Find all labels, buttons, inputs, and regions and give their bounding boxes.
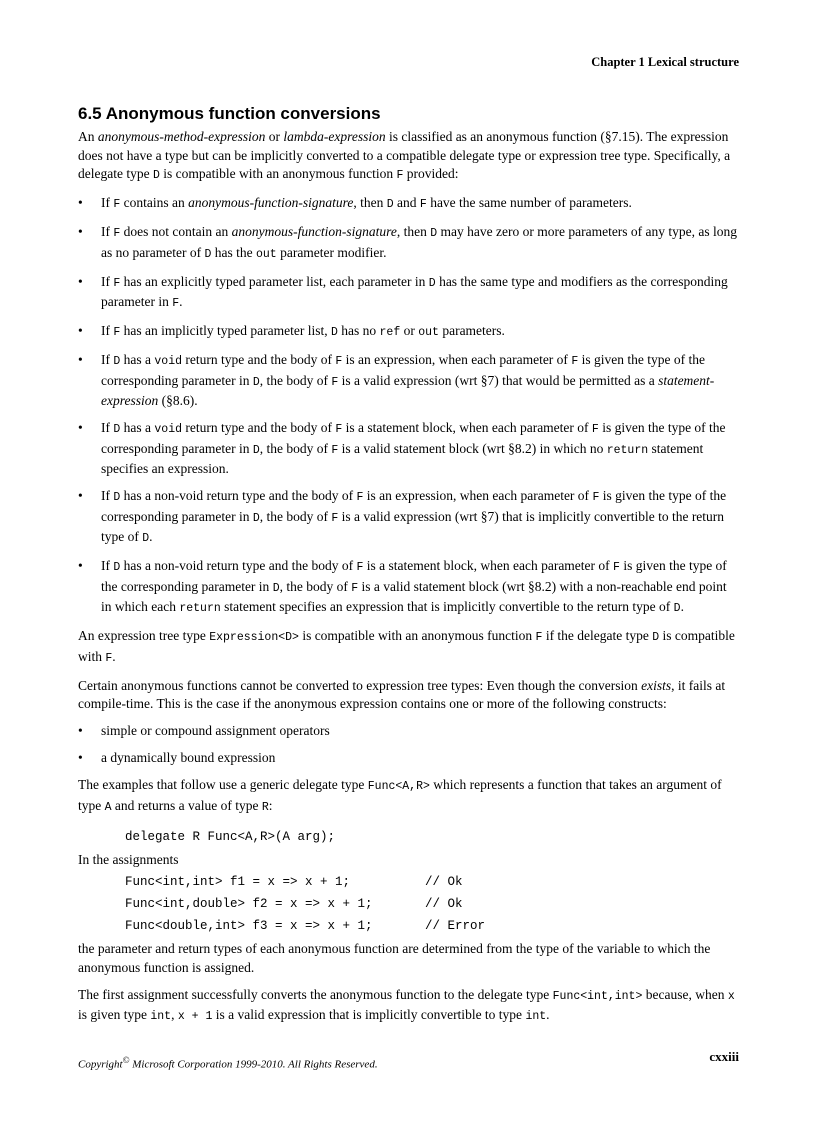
page-content xyxy=(78,103,740,1035)
intro-paragraph: An anonymous-method-expression or lambda-expression is classified as an anonymous function (§7.15). The expression does not have a type but can be implicitly converted to a compatible delegate type or expression tree type. Specifically, a delegate type D is compatible with an anonymous function F provided: xyxy=(78,129,731,182)
code-line: Func<double,int> f3 = x => x + 1; // Error xyxy=(125,919,486,933)
list-item: • If F does not contain an anonymous-function-signature, then D may have zero or more parameters of any type, as long as no parameter of D has the out parameter modifier. xyxy=(78,223,740,264)
running-header: Chapter 1 Lexical structure xyxy=(591,55,739,69)
list-item: • simple or compound assignment operators xyxy=(78,722,740,741)
compatibility-conditions xyxy=(78,194,740,619)
list-item: • If D has a non-void return type and the body of F is a statement block, when each parameter of F is given the type of the corresponding parameter in D, the body of F is a valid statement block (wrt §8.2) with a non-reachable end point in which each return statement specifies an expression that is implicitly convertible to the return type of D. xyxy=(78,557,740,619)
list-item: • If F has an implicitly typed parameter list, D has no ref or out parameters. xyxy=(78,322,740,343)
code-line: Func<int,double> f2 = x => x + 1; // Ok xyxy=(125,897,463,911)
copyright-symbol: © xyxy=(122,1055,130,1065)
code-line: Func<int,int> f1 = x => x + 1; // Ok xyxy=(125,875,463,889)
expression-tree-paragraph: An expression tree type Expression<D> is compatible with an anonymous function F if the delegate type D is compatible with F. xyxy=(78,628,735,665)
code-delegate: delegate R Func<A,R>(A arg); xyxy=(125,829,336,844)
list-item: • a dynamically bound expression xyxy=(78,749,740,768)
page-number: cxxiii xyxy=(709,1049,739,1064)
conversion-restrictions-paragraph: Certain anonymous functions cannot be converted to expression tree types: Even though the conversion exists, it fails at compile-time. This is the case if the anonymous expression contains one or more of the following constructs: xyxy=(78,677,726,711)
list-item: • If F contains an anonymous-function-signature, then D and F have the same number of parameters. xyxy=(78,194,740,215)
list-item: • If F has an explicitly typed parameter list, each parameter in D has the same type and modifiers as the corresponding parameter in F. xyxy=(78,273,740,314)
list-item: • If D has a void return type and the body of F is an expression, when each parameter of F is given the type of the corresponding parameter in D, the body of F is a valid expression (wrt §7) that would be permitted as a statement-expression (§8.6). xyxy=(78,351,740,411)
list-item: • If D has a non-void return type and the body of F is an expression, when each parameter of F is given the type of the corresponding parameter in D, the body of F is a valid expression (wrt §7) that is implicitly convertible to the return type of D. xyxy=(78,487,740,549)
assignments-intro: In the assignments xyxy=(78,851,179,867)
section-title: 6.5 Anonymous function conversions xyxy=(78,104,381,123)
list-item: • If D has a void return type and the body of F is a statement block, when each parameter of F is given the type of the corresponding parameter in D, the body of F is a valid statement block (wrt §8.2) in which no return statement specifies an expression. xyxy=(78,419,740,479)
parameter-types-paragraph: the parameter and return types of each anonymous function are determined from the type of the variable to which the anonymous function is assigned. xyxy=(78,941,711,975)
copyright-notice: Copyright© Microsoft Corporation 1999-2010. All Rights Reserved. xyxy=(78,1055,378,1071)
examples-paragraph: The examples that follow use a generic delegate type Func<A,R> which represents a function that takes an argument of type A and returns a value of type R: xyxy=(78,777,722,814)
first-assignment-paragraph: The first assignment successfully converts the anonymous function to the delegate type Func<int,int> because, when x is given type int, x + 1 is a valid expression that is implicitly convertible to type int. xyxy=(78,986,735,1023)
constructs-list xyxy=(78,722,740,768)
